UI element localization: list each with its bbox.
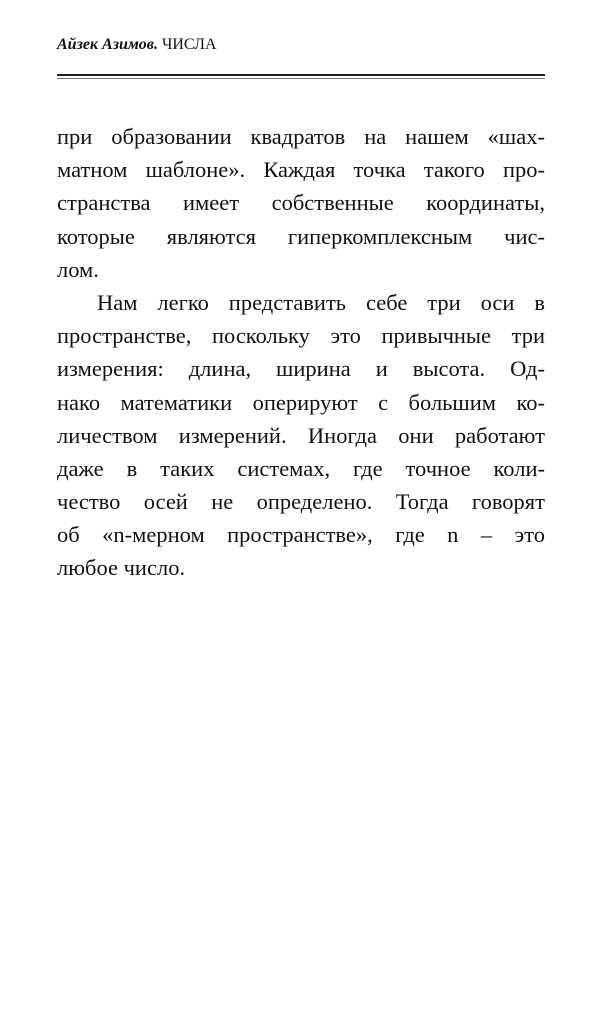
running-header [57,36,217,54]
text-line: пространстве, поскольку это привычные три [57,323,545,349]
text-line: личеством измерений. Иногда они работают [57,422,545,448]
header-rule [57,74,545,76]
text-line: матном шаблоне». Каждая точка такого про- [57,157,545,183]
text-line: нако математики оперируют с большим ко- [57,389,545,415]
body-text [57,120,545,585]
text-line: об «n-мерном пространстве», где n – это [57,522,545,548]
text-line: странства имеет собственные координаты, [57,190,545,216]
text-line: которые являются гиперкомплексным чис- [57,223,545,249]
text-line: при образовании квадратов на нашем «шах- [57,124,545,149]
text-line: лом. [57,256,99,282]
paragraph-2 [57,286,545,585]
text-line: измерения: длина, ширина и высота. Од- [57,356,545,382]
header-author: Айзек Азимов. [57,36,158,53]
text-line: чество осей не определено. Тогда говорят [57,489,545,515]
text-line: любое число. [57,555,186,581]
paragraph-1 [57,120,545,286]
header-rule-secondary [57,78,545,79]
text-line: Нам легко представить себе три оси в [97,289,545,315]
header-title: ЧИСЛА [161,36,217,53]
text-line: даже в таких системах, где точное коли- [57,455,545,481]
